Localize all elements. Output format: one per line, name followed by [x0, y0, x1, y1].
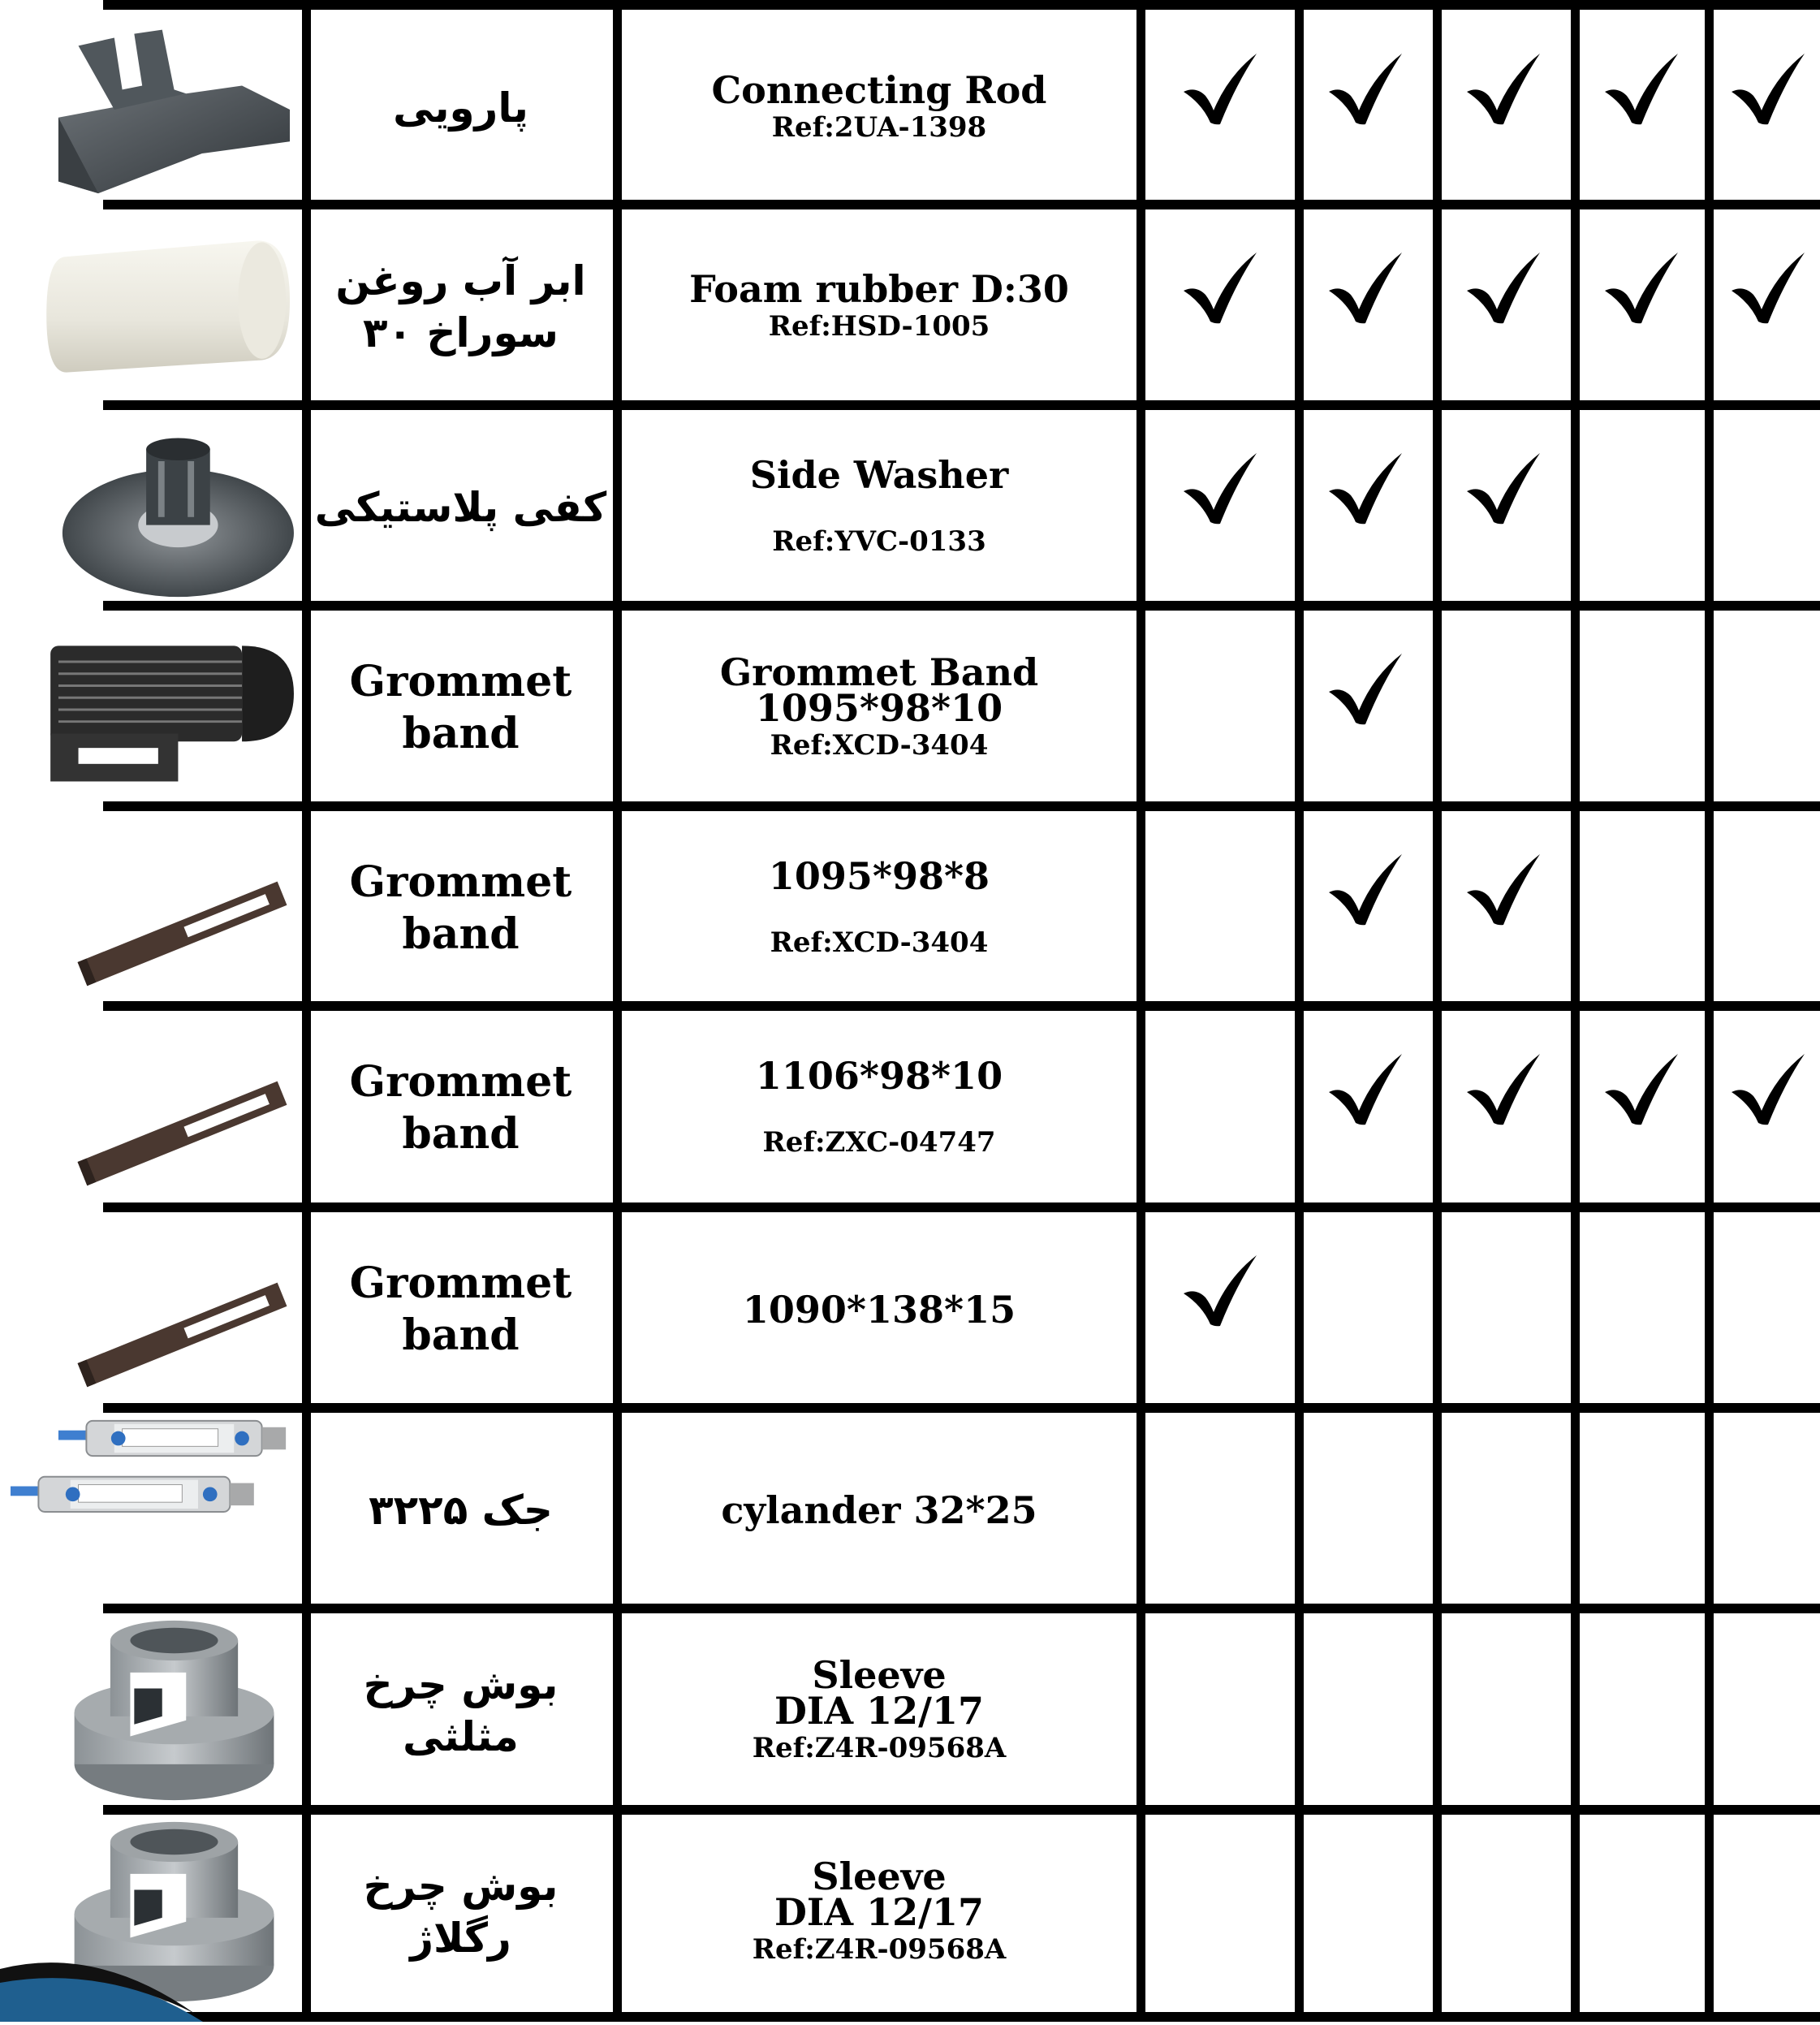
check-mark-icon: [1727, 246, 1809, 327]
check-mark-icon: [1727, 47, 1809, 128]
row-divider: [103, 2012, 1820, 2022]
check-mark-icon: [1727, 1047, 1809, 1129]
english-part-description: [622, 213, 1136, 401]
english-part-name: 1090*138*15: [742, 1288, 1016, 1332]
check-mark-icon: [1463, 47, 1544, 128]
check-mark-icon: [1325, 647, 1406, 728]
grommet-band-photo: [0, 1215, 302, 1404]
check-mark-icon: [1463, 246, 1544, 327]
check-mark-icon: [1325, 447, 1406, 528]
check-mark-icon: [1325, 246, 1406, 327]
english-part-description: [622, 614, 1136, 802]
row-divider: [103, 0, 1820, 10]
english-part-description: [622, 1014, 1136, 1202]
side-washer-photo: [0, 413, 302, 602]
grommet-band-photo: [0, 814, 302, 1003]
persian-part-name: کفی پلاستیکی: [314, 484, 607, 531]
english-part-name: 1095*98*8: [768, 854, 990, 898]
english-part-description: [622, 1416, 1136, 1604]
english-part-name: Foam rubber D:30: [689, 267, 1069, 311]
part-reference-code: Ref:YVC-0133: [772, 525, 986, 558]
persian-part-name: ابر آب روغن سوراخ ۳۰: [335, 257, 586, 356]
table-row: [0, 213, 1820, 401]
check-mark-icon: [1601, 1047, 1682, 1129]
table-row: [0, 413, 1820, 602]
row-divider: [103, 1805, 1820, 1815]
grommet-band-stack-photo: [0, 614, 302, 802]
persian-part-name: پارویی: [393, 84, 528, 132]
check-mark-icon: [1325, 1047, 1406, 1129]
part-reference-code: Ref:Z4R-09568A: [752, 1732, 1007, 1764]
english-part-description: [622, 14, 1136, 202]
part-reference-code: Ref:ZXC-04747: [762, 1126, 996, 1159]
english-part-name: 1106*98*10: [755, 1054, 1003, 1098]
check-mark-icon: [1463, 848, 1544, 929]
row-divider: [103, 801, 1820, 811]
connecting-rod-photo: [0, 14, 302, 202]
persian-part-name: Grommet band: [349, 1057, 572, 1159]
check-mark-icon: [1180, 47, 1261, 128]
part-reference-code: Ref:XCD-3404: [770, 729, 989, 762]
english-part-name: Grommet Band 1095*98*10: [719, 650, 1039, 730]
cylinder-photo: [0, 1416, 302, 1604]
persian-part-name: Grommet band: [349, 657, 572, 758]
english-part-description: [622, 1215, 1136, 1404]
grommet-band-photo: [0, 1014, 302, 1202]
check-mark-icon: [1180, 447, 1261, 528]
english-part-name: Side Washer: [749, 453, 1009, 497]
check-mark-icon: [1601, 246, 1682, 327]
check-mark-icon: [1463, 447, 1544, 528]
persian-part-name: Grommet band: [349, 857, 572, 959]
check-mark-icon: [1180, 1249, 1261, 1330]
english-part-description: [622, 814, 1136, 1003]
persian-part-name: جک ۳۲۲۵: [369, 1487, 553, 1534]
english-part-name: Sleeve DIA 12/17: [774, 1854, 984, 1934]
check-mark-icon: [1601, 47, 1682, 128]
table-row: [0, 1215, 1820, 1404]
part-reference-code: Ref:HSD-1005: [768, 310, 990, 343]
table-row: [0, 1617, 1820, 1805]
row-divider: [103, 1604, 1820, 1613]
table-row: [0, 1818, 1820, 2006]
check-mark-icon: [1325, 848, 1406, 929]
english-part-name: Sleeve DIA 12/17: [774, 1653, 984, 1733]
table-row: [0, 614, 1820, 802]
persian-part-name: Grommet band: [349, 1259, 572, 1360]
check-mark-icon: [1463, 1047, 1544, 1129]
foam-rubber-photo: [0, 213, 302, 401]
row-divider: [103, 1403, 1820, 1413]
english-part-description: [622, 1818, 1136, 2006]
persian-part-name: بوش چرخ رگلاژ: [363, 1863, 559, 1962]
english-part-name: Connecting Rod: [711, 68, 1047, 112]
sleeve-photo: [0, 1617, 302, 1805]
english-part-description: [622, 413, 1136, 602]
part-reference-code: Ref:XCD-3404: [770, 926, 989, 959]
table-row: [0, 14, 1820, 202]
english-part-name: cylander 32*25: [721, 1488, 1037, 1532]
part-reference-code: Ref:2UA-1398: [771, 111, 987, 144]
persian-part-name: بوش چرخ مثلثی: [363, 1661, 559, 1760]
row-divider: [103, 400, 1820, 410]
check-mark-icon: [1180, 246, 1261, 327]
table-row: [0, 1014, 1820, 1202]
part-reference-code: Ref:Z4R-09568A: [752, 1933, 1007, 1966]
english-part-description: [622, 1617, 1136, 1805]
row-divider: [103, 1202, 1820, 1212]
table-row: [0, 1416, 1820, 1604]
table-row: [0, 814, 1820, 1003]
row-divider: [103, 601, 1820, 611]
check-mark-icon: [1325, 47, 1406, 128]
corner-accent-shape: [0, 1932, 211, 2022]
